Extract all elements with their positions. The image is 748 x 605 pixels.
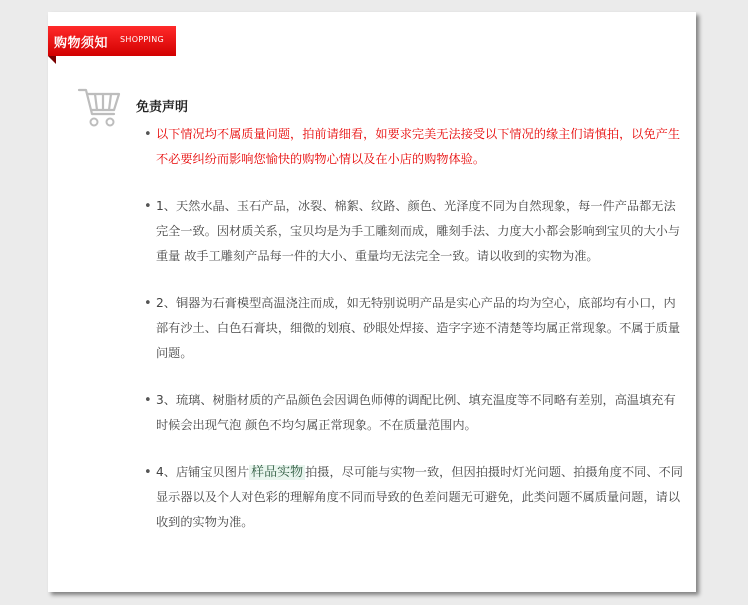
item-text [156,460,684,535]
list-item [144,388,684,438]
bullet-icon: • [144,296,152,311]
tag-title: 购物须知 [54,36,109,51]
section-title: 免责声明 [136,100,189,115]
bullet-icon: • [144,465,152,480]
shopping-notice-card [48,12,696,592]
highlight-text: 样品实物 [251,465,304,480]
notice-text: 以下情况均不属质量问题，拍前请细看，如要求完美无法接受以下情况的缘主们请慎拍，以免产生不必要纠纷而影响您愉快的购物心情以及在小店的购物体验。 [156,127,681,166]
disclaimer-list [144,122,684,557]
item-text-pre: 4、店铺宝贝图片 [156,465,250,479]
list-item [144,460,684,535]
bullet-icon: • [144,127,152,142]
list-item [144,194,684,269]
list-item [144,291,684,366]
bullet-icon: • [144,393,152,408]
bullet-icon: • [144,199,152,214]
list-item [144,122,684,172]
item-text: 1、天然水晶、玉石产品，冰裂、棉絮、纹路、颜色、光泽度不同为自然现象，每一件产品都无法完全一致。因材质关系，宝贝均是为手工雕刻而成，雕刻手法、力度大小都会影响到宝贝的大小与重量 故手工雕刻产品每一件的大小、重量均无法完全一致。请以收到的实物为准。 [156,199,681,263]
item-text: 2、铜器为石膏模型高温浇注而成，如无特别说明产品是实心产品的均为空心，底部均有小口，内部有沙土、白色石膏块，细微的划痕、砂眼处焊接、造字字迹不清楚等均属正常现象。不属于质量问题。 [156,296,681,360]
item-text: 3、琉璃、树脂材质的产品颜色会因调色师傅的调配比例、填充温度等不同略有差别，高温填充有时候会出现气泡 颜色不均匀属正常现象。不在质量范围内。 [156,393,676,432]
shopping-cart-icon [76,84,124,132]
shopping-tag [48,26,176,56]
tag-subtitle: SHOPPING [120,35,164,44]
item-text-post: 拍摄，尽可能与实物一致，但因拍摄时灯光问题、拍摄角度不同、不同显示器以及个人对色彩的理解角度不同而导致的色差问题无可避免，此类问题不属质量问题，请以收到的实物为准。 [156,465,683,529]
